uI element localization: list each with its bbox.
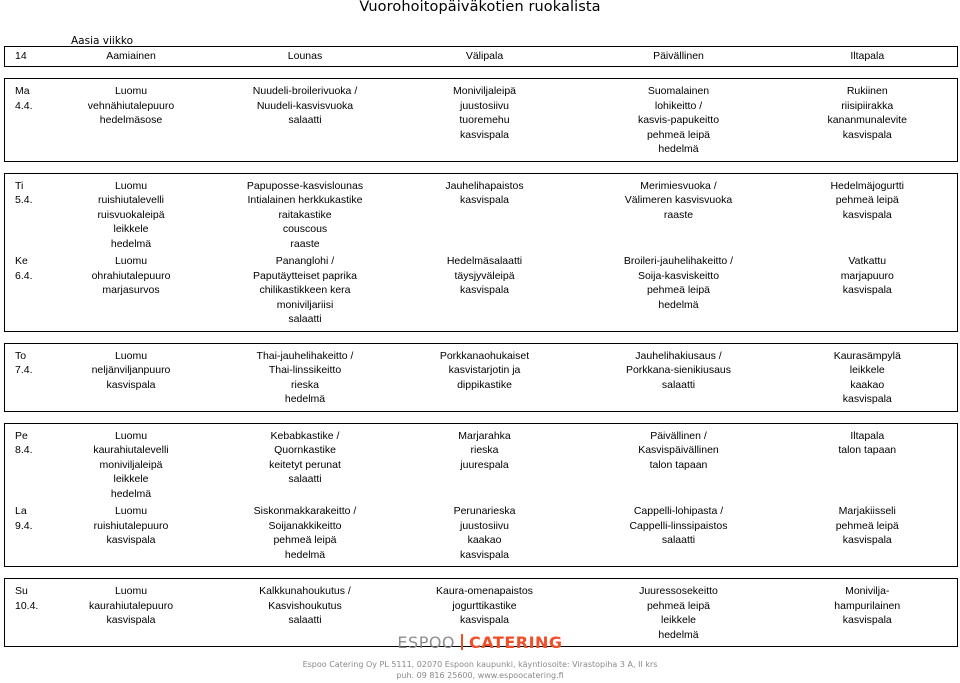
menu-item: kasvispala: [842, 393, 892, 405]
menu-item: Porkkanaohukaiset: [439, 349, 530, 362]
menu-item: pehmeä leipä: [835, 519, 899, 532]
meal-dinner: [580, 501, 778, 567]
menu-item: Marjarahka: [458, 429, 511, 442]
menu-item: marjasurvos: [102, 284, 160, 296]
menu-item: keitetyt perunat: [269, 458, 341, 471]
date: 4.4.: [15, 99, 33, 112]
date: 5.4.: [15, 194, 33, 206]
menu-item: ohrahiutalepuuro: [91, 269, 171, 282]
menu-item: Porkkana-sienikiusaus: [625, 364, 732, 376]
block-spacer: [5, 67, 958, 79]
menu-item: Kaurasämpylä: [833, 349, 901, 362]
menu-item: Jauhelihapaistos: [445, 179, 524, 192]
menu-item: marjapuuro: [840, 269, 894, 282]
menu-item: raaste: [663, 208, 694, 221]
menu-item: leikkele: [660, 614, 697, 626]
menu-item: kaurahiutalepuuro: [88, 599, 174, 612]
menu-item: Luomu: [114, 349, 148, 362]
meal-evening-snack: [778, 251, 958, 331]
menu-item: Thai-linssikeitto: [268, 364, 342, 376]
menu-item: Luomu: [114, 585, 148, 597]
menu-item: Hedelmäjogurtti: [830, 179, 905, 192]
meal-dinner: [580, 251, 778, 331]
weekday: Ti: [15, 179, 24, 192]
header-breakfast: Aamiainen: [42, 47, 221, 67]
menu-item: salaatti: [288, 614, 322, 626]
menu-item: Päivällinen /: [650, 429, 707, 442]
menu-item: kasvispala: [842, 208, 892, 221]
menu-item: kasvispala: [459, 548, 510, 561]
week-theme: Aasia viikko: [71, 35, 134, 47]
menu-item: Nuudeli-broilerivuoka /: [252, 85, 358, 97]
menu-item: Soija-kasviskeitto: [637, 269, 720, 282]
meal-breakfast: [42, 343, 221, 411]
weekday: Ke: [15, 255, 28, 267]
meal-evening-snack: [778, 343, 958, 411]
meal-lunch: [221, 501, 390, 567]
menu-item: Moniviljaleipä: [452, 85, 517, 97]
page-title: Vuorohoitopäiväkotien ruokalista: [359, 0, 601, 15]
menu-item: Kasvispäivällinen: [638, 444, 719, 456]
menu-item: Rukiinen: [846, 85, 888, 97]
menu-item: Kalkkunahoukutus /: [259, 585, 351, 597]
menu-item: Luomu: [114, 429, 148, 442]
week-number: 14: [5, 47, 42, 67]
logo-catering: CATERING: [469, 633, 563, 652]
menu-item: hampurilainen: [834, 599, 901, 612]
menu-item: kaurahiutalevelli: [93, 444, 169, 456]
menu-item: kasvispala: [842, 284, 892, 296]
meal-dinner: [580, 79, 778, 162]
menu-item: hedelmä: [658, 628, 699, 641]
date: 6.4.: [15, 269, 33, 282]
day-label: [5, 79, 42, 162]
footer-contact: puh. 09 816 25600, www.espoocatering.fi: [396, 671, 564, 680]
menu-item: Kasvishoukutus: [268, 599, 342, 612]
menu-item: leikkele: [113, 223, 149, 235]
menu-item: kasvispala: [842, 534, 892, 546]
menu-item: salaatti: [288, 313, 322, 325]
menu-item: juustosiivu: [459, 519, 510, 532]
day-label: [5, 423, 42, 501]
menu-item: kasvispala: [106, 614, 156, 626]
menu-item: dippikastike: [457, 378, 512, 391]
date: 10.4.: [15, 599, 39, 612]
meal-lunch: [221, 79, 390, 162]
day-label: [5, 251, 42, 331]
logo-espoo: ESPOO: [397, 633, 456, 652]
meal-dinner: [580, 173, 778, 251]
menu-item: raitakastike: [278, 208, 332, 221]
header-dinner: Päivällinen: [580, 47, 778, 67]
day-label: [5, 173, 42, 251]
meal-breakfast: [42, 501, 221, 567]
day-label: [5, 501, 42, 567]
menu-item: raaste: [290, 237, 320, 250]
menu-item: rieska: [290, 378, 319, 391]
menu-item: talon tapaan: [838, 444, 897, 456]
day-row: [5, 501, 958, 567]
meal-breakfast: [42, 173, 221, 251]
menu-item: couscous: [282, 223, 328, 235]
menu-item: kasvispala: [106, 534, 156, 546]
day-row: [5, 251, 958, 331]
weekday: Pe: [15, 429, 28, 442]
menu-item: kaakao: [850, 378, 885, 391]
menu-item: Papuposse-kasvislounas: [246, 179, 364, 192]
weekday: To: [15, 349, 27, 362]
menu-item: Intialainen herkkukastike: [247, 194, 363, 206]
header-lunch: Lounas: [221, 47, 390, 67]
menu-item: Luomu: [114, 85, 148, 97]
menu-item: kananmunalevite: [827, 114, 907, 126]
day-row: [5, 79, 958, 162]
menu-item: Jauhelihakiusaus /: [635, 349, 722, 362]
menu-item: ruisvuokaleipä: [97, 208, 165, 221]
day-row: [5, 343, 958, 411]
header-row: [5, 47, 958, 67]
menu-item: kasvispala: [459, 614, 510, 626]
menu-item: moniviljariisi: [276, 298, 334, 311]
menu-item: ruishiutalevelli: [98, 194, 164, 206]
block-spacer: [5, 411, 958, 423]
menu-item: salaatti: [288, 114, 322, 126]
meal-breakfast: [42, 79, 221, 162]
menu-item: Monivilja-: [845, 585, 890, 597]
menu-item: pehmeä leipä: [646, 128, 711, 141]
menu-item: Luomu: [114, 505, 148, 517]
menu-item: Thai-jauhelihakeitto /: [256, 349, 354, 362]
menu-item: Luomu: [114, 179, 148, 192]
date: 7.4.: [15, 364, 33, 376]
weekday: Su: [15, 585, 28, 597]
menu-item: lohikeitto /: [654, 99, 703, 112]
day-row: [5, 423, 958, 501]
meal-lunch: [221, 423, 390, 501]
day-label: [5, 343, 42, 411]
menu-item: kaakao: [467, 534, 502, 546]
menu-item: kasvispala: [459, 284, 510, 296]
espoo-catering-logo: [0, 633, 960, 652]
menu-item: Siskonmakkarakeitto /: [253, 505, 357, 517]
menu-item: rieska: [470, 444, 499, 456]
menu-item: hedelmäsose: [99, 114, 163, 126]
menu-item: kasvispala: [842, 614, 892, 626]
menu-item: täysjyväleipä: [454, 269, 515, 282]
meal-snack: [390, 79, 580, 162]
meal-evening-snack: [778, 79, 958, 162]
menu-item: riisipiirakka: [841, 99, 894, 112]
menu-item: leikkele: [113, 473, 149, 485]
footer-address: Espoo Catering Oy PL 5111, 02070 Espoon kaupunki, käyntiosoite: Virastopiha 3 A, II krs: [302, 660, 658, 669]
meal-snack: [390, 501, 580, 567]
menu-item: juurespala: [460, 458, 509, 471]
menu-item: Quornkastike: [274, 444, 336, 456]
menu-item: Paputäytteiset paprika: [253, 269, 357, 282]
block-spacer: [5, 161, 958, 173]
meal-evening-snack: [778, 173, 958, 251]
menu-item: Cappelli-lohipasta /: [633, 505, 724, 517]
menu-item: pehmeä leipä: [273, 534, 337, 546]
menu-item: leikkele: [849, 364, 885, 376]
menu-item: kasvispala: [106, 378, 156, 391]
menu-item: kasvis-papukeitto: [637, 114, 720, 126]
meal-dinner: [580, 343, 778, 411]
date: 8.4.: [15, 444, 33, 456]
menu-item: Kaura-omenapaistos: [436, 585, 533, 597]
meal-lunch: [221, 173, 390, 251]
weekday: La: [15, 505, 27, 517]
meal-dinner: [580, 423, 778, 501]
menu-item: Soijanakkikeitto: [268, 519, 342, 532]
menu-item: pehmeä leipä: [646, 284, 711, 296]
menu-item: hedelmä: [658, 143, 699, 155]
meal-lunch: [221, 343, 390, 411]
menu-item: kasvispala: [842, 128, 892, 141]
menu-item: Iltapala: [850, 429, 885, 442]
menu-item: Luomu: [114, 255, 148, 267]
menu-item: moniviljaleipä: [99, 458, 163, 471]
menu-item: pehmeä leipä: [835, 194, 899, 206]
menu-item: hedelmä: [110, 237, 152, 250]
menu-item: Suomalainen: [647, 85, 710, 97]
menu-item: hedelmä: [110, 487, 152, 500]
meal-evening-snack: [778, 501, 958, 567]
menu-item: Broileri-jauhelihakeitto /: [623, 255, 734, 267]
meal-snack: [390, 173, 580, 251]
menu-item: hedelmä: [658, 298, 699, 311]
menu-item: hedelmä: [284, 548, 326, 561]
menu-item: jogurttikastike: [452, 599, 517, 612]
block-spacer: [5, 567, 958, 579]
menu-item: salaatti: [661, 534, 696, 546]
menu-item: Juuressosekeitto: [639, 585, 718, 597]
menu-item: vehnähiutalepuuro: [87, 99, 175, 112]
header-evening-snack: Iltapala: [778, 47, 958, 67]
menu-item: tuoremehu: [459, 114, 510, 126]
menu-item: Välimeren kasvisvuoka: [624, 194, 733, 206]
meal-breakfast: [42, 423, 221, 501]
menu-item: kasvispala: [459, 194, 510, 206]
block-spacer: [5, 331, 958, 343]
menu-item: ruishiutalepuuro: [93, 519, 169, 532]
weekday: Ma: [15, 85, 30, 97]
menu-item: juustosiivu: [459, 99, 510, 112]
meal-snack: [390, 423, 580, 501]
meal-snack: [390, 343, 580, 411]
menu-item: Kebabkastike /: [270, 429, 340, 442]
menu-item: kasvispala: [459, 128, 510, 141]
header-snack: Välipala: [390, 47, 580, 67]
menu-item: Hedelmäsalaatti: [446, 255, 523, 267]
menu-table: [4, 46, 958, 647]
date: 9.4.: [15, 519, 33, 532]
logo-divider: [461, 634, 463, 650]
meal-breakfast: [42, 251, 221, 331]
meal-evening-snack: [778, 423, 958, 501]
menu-item: kasvistarjotin ja: [448, 364, 521, 376]
menu-item: pehmeä leipä: [646, 599, 711, 612]
menu-item: salaatti: [661, 378, 696, 391]
menu-item: Merimiesvuoka /: [640, 179, 717, 192]
day-row: [5, 173, 958, 251]
menu-item: Cappelli-linssipaistos: [629, 519, 728, 532]
meal-snack: [390, 251, 580, 331]
menu-item: chilikastikkeen kera: [259, 284, 351, 296]
menu-item: salaatti: [288, 473, 322, 485]
menu-item: Marjakiisseli: [838, 505, 896, 517]
menu-item: Vatkattu: [848, 255, 887, 267]
menu-item: Nuudeli-kasvisvuoka: [256, 99, 354, 112]
meal-lunch: [221, 251, 390, 331]
menu-item: neljänviljanpuuro: [91, 364, 171, 376]
menu-item: Pananglohi /: [275, 255, 335, 267]
menu-item: Perunarieska: [453, 505, 516, 517]
menu-item: hedelmä: [284, 393, 326, 405]
menu-item: talon tapaan: [649, 458, 708, 471]
